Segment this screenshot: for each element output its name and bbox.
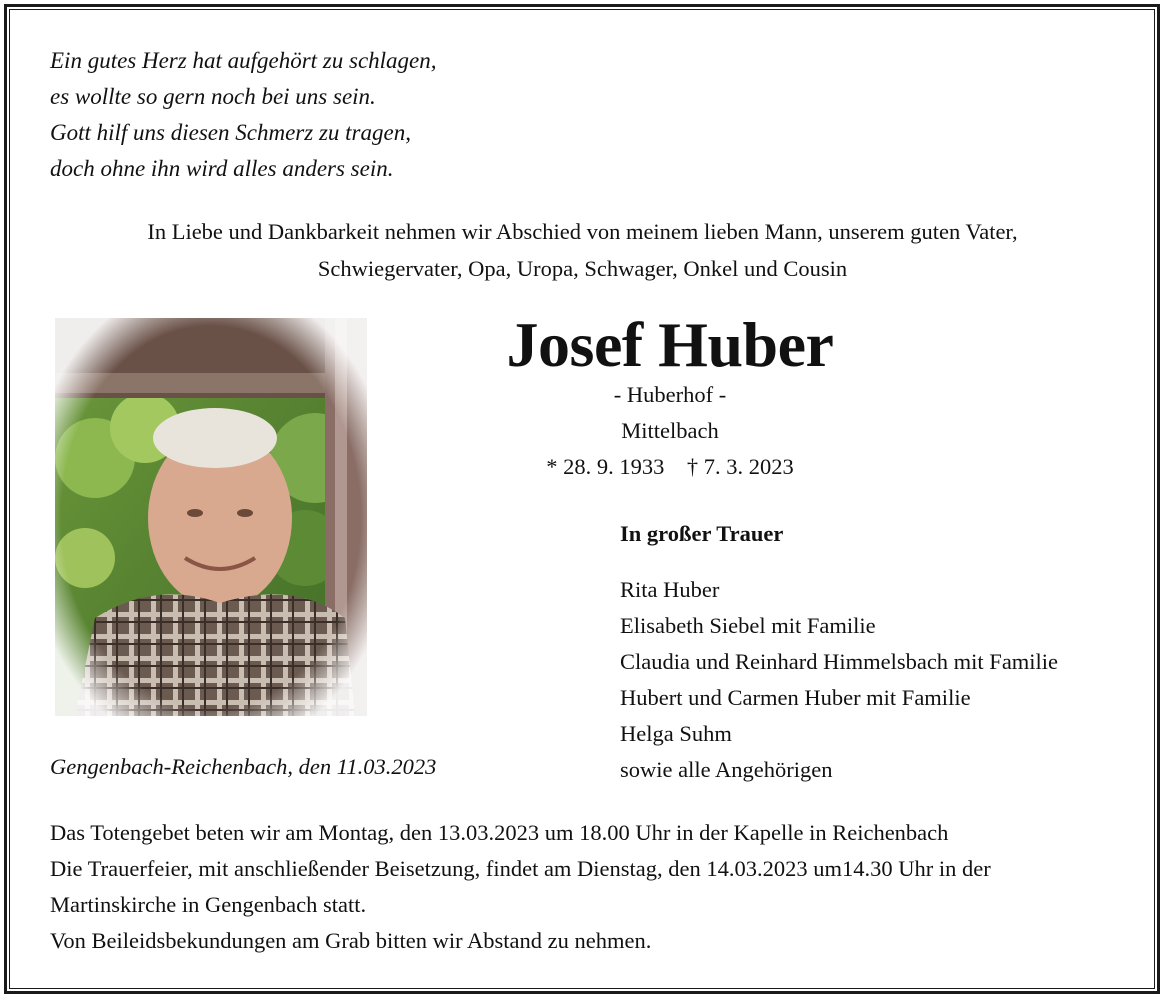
- service-details: [50, 815, 991, 959]
- death-date: † 7. 3. 2023: [686, 454, 794, 479]
- poem: [50, 43, 437, 187]
- life-dates: [470, 452, 870, 482]
- service-line: Von Beileidsbekundungen am Grab bitten wir Abstand zu nehmen.: [50, 928, 652, 953]
- intro-text: [0, 213, 1165, 287]
- intro-line-2: Schwiegervater, Opa, Uropa, Schwager, Onkel und Cousin: [317, 256, 848, 281]
- birth-date: * 28. 9. 1933: [546, 454, 665, 479]
- mourner-name: Claudia und Reinhard Himmelsbach mit Familie: [620, 649, 1059, 674]
- service-line: Das Totengebet beten wir am Montag, den 13.03.2023 um 18.00 Uhr in der Kapelle in Reichenbach: [50, 820, 949, 845]
- mourners-list: [620, 572, 1058, 788]
- poem-line: doch ohne ihn wird alles anders sein.: [50, 156, 394, 181]
- farm-name: - Huberhof -: [613, 382, 727, 407]
- intro-line-1: In Liebe und Dankbarkeit nehmen wir Abschied von meinem lieben Mann, unserem guten Vater,: [147, 219, 1018, 244]
- portrait-image: [55, 318, 367, 716]
- place-date: Gengenbach-Reichenbach, den 11.03.2023: [50, 754, 437, 779]
- mourning-heading: In großer Trauer: [620, 521, 784, 546]
- service-line: Die Trauerfeier, mit anschließender Beisetzung, findet am Dienstag, den 14.03.2023 um14.30 Uhr in der: [50, 856, 991, 881]
- poem-line: Gott hilf uns diesen Schmerz zu tragen,: [50, 120, 411, 145]
- village-name: Mittelbach: [621, 418, 719, 443]
- deceased-name: Josef Huber: [506, 309, 834, 380]
- mourner-name: Elisabeth Siebel mit Familie: [620, 613, 876, 638]
- poem-line: Ein gutes Herz hat aufgehört zu schlagen,: [50, 48, 437, 73]
- mourner-name: Rita Huber: [620, 577, 720, 602]
- service-line: Martinskirche in Gengenbach statt.: [50, 892, 367, 917]
- mourner-name: Helga Suhm: [620, 721, 732, 746]
- mourner-name: sowie alle Angehörigen: [620, 757, 833, 782]
- portrait-photo: [55, 318, 367, 716]
- mourner-name: Hubert und Carmen Huber mit Familie: [620, 685, 971, 710]
- poem-line: es wollte so gern noch bei uns sein.: [50, 84, 376, 109]
